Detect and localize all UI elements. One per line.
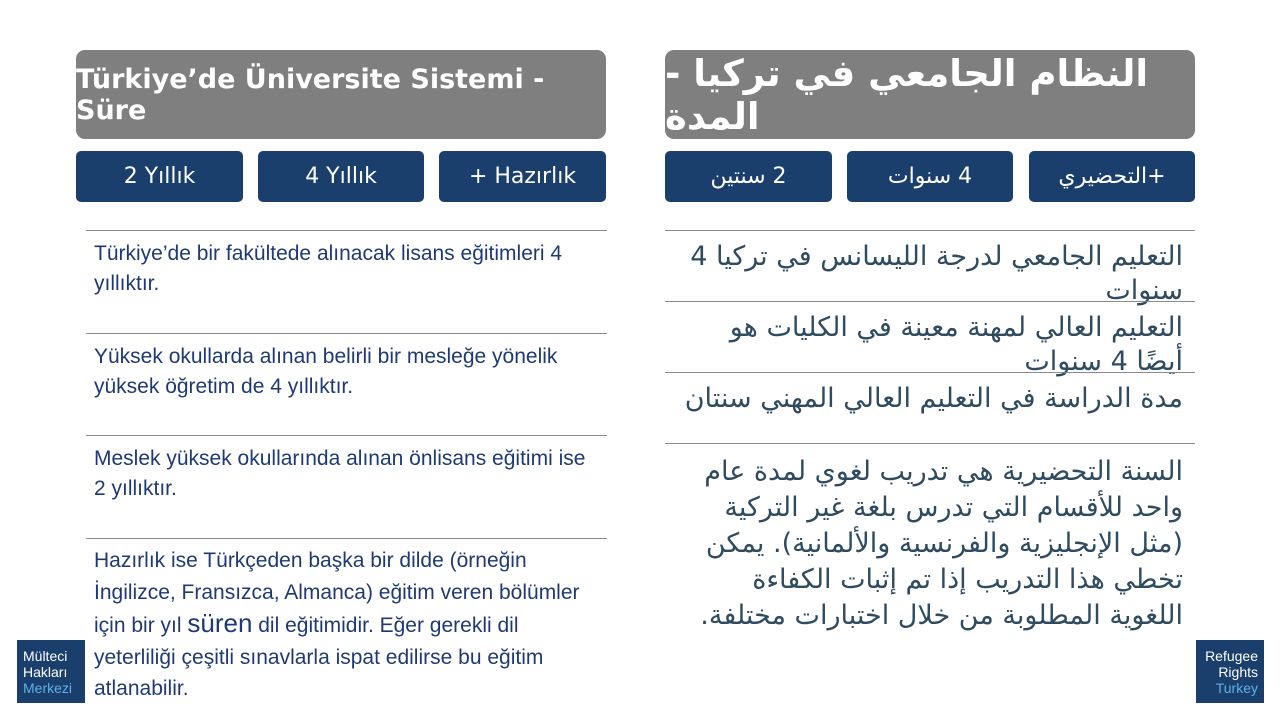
tr-row-associate: Meslek yüksek okullarında alınan önlisans eğitimi ise 2 yıllıktır. xyxy=(86,435,607,538)
logo-right-line-1: Refugee xyxy=(1205,647,1258,664)
tab-tr-4-years: 4 Yıllık xyxy=(258,151,424,202)
tab-ar-4-years: 4 سنوات xyxy=(847,151,1013,202)
logo-right-line-2: Rights xyxy=(1218,663,1258,680)
arabic-title: النظام الجامعي في تركيا - المدة xyxy=(665,50,1195,139)
logo-left-line-1: Mülteci xyxy=(23,647,68,664)
tab-tr-preparatory: + Hazırlık xyxy=(439,151,606,202)
tr-prep-text-2: dil eğitimidir. Eğer gerekli dil yeterliliği çeşitli sınavlarla ispat edilirse bu eğitim atlanabilir. xyxy=(94,614,544,700)
logo-right-line-3: Turkey xyxy=(1215,679,1258,696)
tr-prep-text-emph: süren xyxy=(187,608,253,638)
tab-tr-2-years: 2 Yıllık xyxy=(76,151,243,202)
ar-row-bachelor: التعليم الجامعي لدرجة الليسانس في تركيا 4 سنوات xyxy=(665,230,1195,301)
logo-left-line-3: Merkezi xyxy=(23,679,73,696)
tr-row-bachelor: Türkiye’de bir fakültede alınacak lisans eğitimleri 4 yıllıktır. xyxy=(86,230,607,333)
ar-row-vocational-school: التعليم العالي لمهنة معينة في الكليات هو أيضًا 4 سنوات xyxy=(665,301,1195,372)
logo-left-line-2: Hakları xyxy=(23,663,68,680)
refugee-rights-logo xyxy=(1196,640,1264,703)
tab-ar-2-years: 2 سنتين xyxy=(665,151,832,202)
ar-row-preparatory: السنة التحضيرية هي تدريب لغوي لمدة عام واحد للأقسام التي تدرس بلغة غير التركية (مثل الإنجليزية والفرنسية والألمانية). يمكن تخطي هذا التدريب إذا تم إثبات الكفاءة اللغوية المطلوبة من خلال اختبارات مختلفة. xyxy=(665,443,1195,693)
tr-prep-text-1: Hazırlık ise Türkçeden başka bir dilde (örneğin İngilizce, Fransızca, Almanca) eğitim veren bölümler için bir yıl xyxy=(94,549,580,637)
turkish-title: Türkiye’de Üniversite Sistemi - Süre xyxy=(76,50,606,139)
tab-ar-preparatory: +التحضيري xyxy=(1029,151,1195,202)
ar-row-associate: مدة الدراسة في التعليم العالي المهني سنتان xyxy=(665,372,1195,443)
tr-row-vocational-school: Yüksek okullarda alınan belirli bir mesleğe yönelik yüksek öğretim de 4 yıllıktır. xyxy=(86,333,607,435)
tr-row-preparatory xyxy=(86,538,607,708)
multeci-haklari-logo xyxy=(17,640,85,703)
